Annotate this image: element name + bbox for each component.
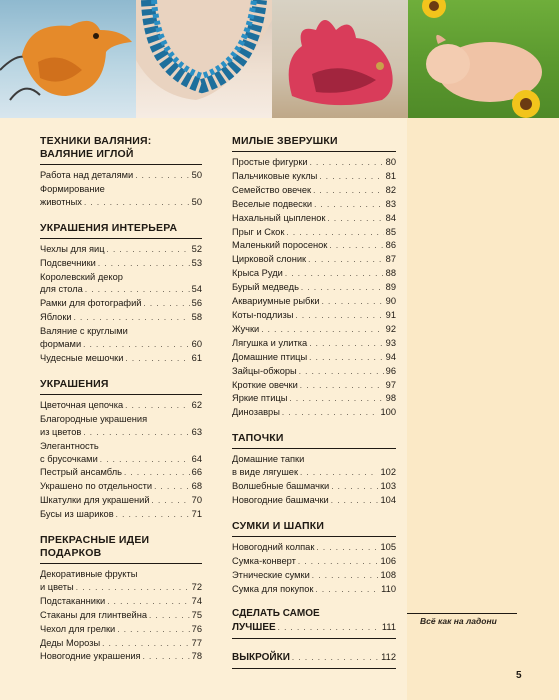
toc-entry-title: Веселые подвески bbox=[232, 198, 313, 209]
toc-entry-title: Чехол для грелки bbox=[40, 623, 116, 634]
toc-entry-title: Сумка-конверт bbox=[232, 555, 296, 566]
section-heading bbox=[40, 378, 202, 395]
toc-entry-title: Новогодний колпак bbox=[232, 541, 315, 552]
section-heading bbox=[232, 135, 396, 152]
section-heading-line: ТАПОЧКИ bbox=[232, 432, 284, 445]
toc-entry-title: Семейство овечек bbox=[232, 184, 312, 195]
dot-leader bbox=[310, 157, 384, 170]
dot-leader bbox=[143, 298, 189, 311]
toc-entry-page: 61 bbox=[191, 352, 202, 363]
toc-entry-page: 100 bbox=[380, 407, 396, 418]
toc-entry[interactable] bbox=[40, 257, 202, 271]
toc-entry-title: Новогодние башмачки bbox=[232, 494, 329, 505]
toc-entry-title: в виде лягушек bbox=[232, 467, 299, 478]
dot-leader bbox=[313, 185, 384, 198]
toc-entry-page: 72 bbox=[191, 581, 202, 592]
toc-entry-page: 104 bbox=[380, 494, 396, 505]
toc-entry[interactable] bbox=[40, 271, 202, 298]
toc-entry[interactable] bbox=[232, 379, 396, 393]
toc-entry-page: 111 bbox=[381, 622, 396, 633]
section-heading-line: ПРЕКРАСНЫЕ ИДЕИ bbox=[40, 534, 150, 547]
section-heading-line: ВАЛЯНИЕ ИГЛОЙ bbox=[40, 148, 134, 160]
dot-leader bbox=[331, 481, 378, 494]
dot-leader bbox=[83, 339, 190, 352]
toc-entry-title: Этнические сумки bbox=[232, 569, 310, 580]
toc-entry-title: Лягушка и улитка bbox=[232, 337, 308, 348]
toc-entry-page: 102 bbox=[380, 467, 396, 478]
toc-entry[interactable] bbox=[40, 413, 202, 440]
dot-leader bbox=[285, 268, 384, 281]
toc-entry[interactable] bbox=[232, 392, 396, 406]
dot-leader bbox=[116, 509, 190, 522]
toc-entry[interactable] bbox=[40, 595, 202, 609]
toc-entry-page: 77 bbox=[191, 637, 202, 648]
toc-entry[interactable] bbox=[40, 399, 202, 413]
toc-entry[interactable] bbox=[40, 637, 202, 651]
toc-entry[interactable] bbox=[40, 169, 202, 183]
dot-leader bbox=[322, 296, 384, 309]
toc-entry-page: 50 bbox=[191, 170, 202, 180]
dot-leader bbox=[261, 324, 383, 337]
page-number: 5 bbox=[516, 670, 522, 681]
toc-entry-title: Подстаканники bbox=[40, 595, 106, 606]
toc-entry-title: Яблоки bbox=[40, 312, 72, 323]
section-heading-line: ТЕХНИКИ ВАЛЯНИЯ: bbox=[40, 135, 152, 147]
toc-entry-title: Простые фигурки bbox=[232, 157, 308, 167]
toc-section bbox=[232, 520, 396, 597]
toc-entry-title: Шкатулки для украшений bbox=[40, 495, 150, 506]
photo-felt-bird bbox=[0, 0, 136, 118]
toc-entry-page: 84 bbox=[385, 212, 396, 223]
toc-section bbox=[232, 651, 396, 669]
toc-entry-title: Рамки для фотографий bbox=[40, 298, 142, 309]
dot-leader bbox=[124, 467, 190, 480]
toc-entry[interactable] bbox=[232, 309, 396, 323]
dot-leader bbox=[117, 624, 189, 637]
toc-entry-title: Пестрый ансамбль bbox=[40, 467, 122, 478]
toc-entry-page: 62 bbox=[191, 399, 202, 410]
dot-leader bbox=[312, 570, 379, 583]
toc-entry[interactable] bbox=[232, 198, 396, 212]
toc-entry[interactable] bbox=[232, 651, 396, 669]
toc-entry[interactable] bbox=[232, 170, 396, 184]
toc-entry-title: Домашние птицы bbox=[232, 351, 308, 362]
toc-entry-page: 82 bbox=[385, 184, 396, 195]
toc-entry-title: Бусы из шариков bbox=[40, 509, 114, 520]
photo-felt-slipper bbox=[272, 0, 408, 118]
photo-felt-pig bbox=[408, 0, 559, 118]
dot-leader bbox=[125, 353, 189, 366]
toc-entry-page: 112 bbox=[381, 652, 396, 663]
toc-entry-page: 66 bbox=[191, 467, 202, 478]
section-heading bbox=[232, 520, 396, 537]
section-heading-line: УКРАШЕНИЯ bbox=[40, 377, 109, 390]
dot-leader bbox=[314, 199, 384, 212]
toc-entry-title: Чудесные мешочки bbox=[40, 352, 124, 363]
toc-entry-title: Валяние с круглыми bbox=[40, 326, 128, 337]
toc-entry-page: 89 bbox=[385, 282, 396, 293]
toc-entry-page: 92 bbox=[385, 323, 396, 334]
toc-left-column bbox=[40, 135, 202, 676]
toc-entry[interactable] bbox=[232, 453, 396, 480]
toc-entry-page: 64 bbox=[191, 453, 202, 464]
dot-leader bbox=[107, 596, 189, 609]
toc-entry[interactable] bbox=[232, 480, 396, 494]
section-heading bbox=[232, 432, 396, 449]
dot-leader bbox=[125, 400, 190, 413]
toc-entry-title: Элегантность bbox=[40, 440, 99, 451]
toc-entry-title: Яркие птицы bbox=[232, 393, 288, 404]
dot-leader bbox=[85, 284, 190, 297]
toc-entry-title: Новогодние украшения bbox=[40, 651, 141, 662]
dot-leader bbox=[135, 170, 189, 183]
toc-entry-title: Сумка для покупок bbox=[232, 583, 314, 594]
toc-entry[interactable] bbox=[40, 311, 202, 325]
dot-leader bbox=[154, 481, 190, 494]
toc-entry[interactable] bbox=[40, 325, 202, 352]
toc-entry-title: Домашние тапки bbox=[232, 454, 305, 465]
toc-entry[interactable] bbox=[232, 583, 396, 597]
toc-entry-title: Стаканы для глинтвейна bbox=[40, 609, 148, 620]
dot-leader bbox=[76, 582, 190, 595]
section-heading-line: МИЛЫЕ ЗВЕРУШКИ bbox=[232, 135, 338, 147]
toc-entry[interactable] bbox=[40, 183, 202, 210]
toc-entry-title: Цветочная цепочка bbox=[40, 399, 124, 410]
dot-leader bbox=[98, 258, 190, 271]
dot-leader bbox=[74, 312, 190, 325]
photo-blue-necklace bbox=[136, 0, 272, 118]
toc-entry[interactable] bbox=[232, 337, 396, 351]
toc-entry-title: Королевский декор bbox=[40, 271, 123, 282]
toc-entry[interactable] bbox=[40, 623, 202, 637]
dot-leader bbox=[316, 542, 378, 555]
section-heading bbox=[40, 534, 202, 564]
toc-entry[interactable] bbox=[232, 365, 396, 379]
dot-leader bbox=[289, 393, 383, 406]
toc-entry-title: ВЫКРОЙКИ bbox=[232, 652, 290, 664]
toc-entry-page: 93 bbox=[385, 337, 396, 348]
toc-entry[interactable] bbox=[232, 406, 396, 420]
toc-section bbox=[40, 222, 202, 366]
toc-entry-page: 88 bbox=[385, 268, 396, 279]
toc-entry[interactable] bbox=[40, 243, 202, 257]
toc-right-column bbox=[232, 135, 396, 681]
dot-leader bbox=[319, 171, 383, 184]
toc-entry[interactable] bbox=[40, 494, 202, 508]
dot-leader bbox=[286, 227, 383, 240]
toc-entry[interactable] bbox=[232, 281, 396, 295]
toc-entry-page: 106 bbox=[380, 555, 396, 566]
dot-leader bbox=[292, 652, 379, 665]
toc-entry-title: Подсвечники bbox=[40, 257, 96, 268]
toc-entry-page: 60 bbox=[191, 339, 202, 350]
toc-entry-page: 50 bbox=[191, 196, 202, 207]
toc-entry-page: 52 bbox=[191, 243, 202, 254]
toc-entry[interactable] bbox=[40, 466, 202, 480]
toc-entry[interactable] bbox=[232, 267, 396, 281]
toc-entry-title: Нахальный цыпленок bbox=[232, 212, 326, 223]
toc-entry-title: Благородные украшения bbox=[40, 413, 148, 424]
dot-leader bbox=[278, 622, 380, 635]
dot-leader bbox=[309, 338, 383, 351]
section-heading bbox=[40, 222, 202, 239]
toc-entry[interactable] bbox=[232, 323, 396, 337]
toc-entry[interactable] bbox=[40, 352, 202, 366]
dot-leader bbox=[107, 244, 190, 257]
toc-entry-title: Пальчиковые куклы bbox=[232, 170, 318, 181]
dot-leader bbox=[308, 254, 384, 267]
toc-entry-title: Зайцы-обжоры bbox=[232, 365, 297, 376]
section-heading bbox=[40, 135, 202, 165]
toc-entry[interactable] bbox=[232, 555, 396, 569]
section-heading-line: УКРАШЕНИЯ ИНТЕРЬЕРА bbox=[40, 221, 178, 234]
toc-entry-title: Динозавры bbox=[232, 407, 280, 418]
dot-leader bbox=[298, 556, 379, 569]
toc-entry-page: 83 bbox=[385, 198, 396, 209]
toc-entry-page: 105 bbox=[380, 541, 396, 552]
toc-entry-title: ЛУЧШЕЕ bbox=[232, 622, 276, 634]
toc-entry-title: Жучки bbox=[232, 323, 260, 334]
toc-entry[interactable] bbox=[232, 239, 396, 253]
toc-entry[interactable] bbox=[232, 156, 396, 170]
toc-section bbox=[40, 534, 202, 664]
toc-entry-page: 108 bbox=[380, 569, 396, 580]
dot-leader bbox=[83, 427, 189, 440]
toc-entry-title: Чехлы для яиц bbox=[40, 243, 105, 254]
toc-entry-page: 110 bbox=[381, 583, 396, 594]
dot-leader bbox=[315, 584, 379, 597]
toc-entry-page: 90 bbox=[385, 296, 396, 307]
toc-entry[interactable] bbox=[232, 541, 396, 555]
toc-entry-page: 91 bbox=[385, 309, 396, 320]
toc-entry-title: Аквариумные рыбки bbox=[232, 296, 320, 307]
toc-entry-title: Кроткие овечки bbox=[232, 379, 298, 390]
toc-entry-title: Маленький поросенок bbox=[232, 240, 328, 251]
section-heading-line: СУМКИ И ШАПКИ bbox=[232, 519, 325, 532]
toc-entry[interactable] bbox=[40, 440, 202, 467]
section-heading-line: ПОДАРКОВ bbox=[40, 547, 102, 560]
dot-leader bbox=[299, 366, 384, 379]
dot-leader bbox=[327, 213, 383, 226]
toc-section bbox=[40, 135, 202, 210]
toc-entry-title: с брусочками bbox=[40, 453, 98, 464]
toc-entry-title: из цветов bbox=[40, 426, 82, 437]
toc-entry-page: 97 bbox=[385, 379, 396, 390]
dot-leader bbox=[152, 495, 190, 508]
toc-entry-page: 94 bbox=[385, 351, 396, 362]
dot-leader bbox=[149, 610, 190, 623]
toc-entry-page: 81 bbox=[385, 170, 396, 181]
toc-entry[interactable] bbox=[40, 650, 202, 664]
dot-leader bbox=[309, 352, 383, 365]
toc-entry-page: 86 bbox=[385, 240, 396, 251]
toc-entry-title: и цветы bbox=[40, 581, 74, 592]
toc-entry-page: 58 bbox=[191, 312, 202, 323]
toc-entry-title: Бурый медведь bbox=[232, 282, 299, 293]
toc-entry-title: Волшебные башмачки bbox=[232, 481, 330, 492]
toc-entry[interactable] bbox=[232, 351, 396, 365]
toc-entry[interactable] bbox=[232, 569, 396, 583]
dot-leader bbox=[301, 282, 384, 295]
dot-leader bbox=[331, 495, 379, 508]
toc-entry-title: для стола bbox=[40, 284, 83, 295]
toc-entry-page: 87 bbox=[385, 254, 396, 265]
toc-entry[interactable] bbox=[232, 212, 396, 226]
toc-entry-page: 70 bbox=[191, 495, 202, 506]
toc-entry-page: 76 bbox=[191, 623, 202, 634]
toc-entry[interactable] bbox=[232, 494, 396, 508]
toc-entry-page: 75 bbox=[191, 609, 202, 620]
toc-entry-page: 68 bbox=[191, 481, 202, 492]
toc-entry-page: 103 bbox=[380, 481, 396, 492]
toc-entry[interactable] bbox=[232, 295, 396, 309]
toc-entry-title: Цирковой слоник bbox=[232, 254, 307, 265]
toc-entry-title: Формирование bbox=[40, 183, 105, 194]
dot-leader bbox=[143, 651, 190, 664]
toc-entry[interactable] bbox=[40, 297, 202, 311]
toc-entry[interactable] bbox=[40, 609, 202, 623]
tagline: Всё как на ладони bbox=[420, 616, 497, 626]
toc-entry-title: Крыса Руди bbox=[232, 268, 283, 279]
toc-entry-page: 63 bbox=[191, 426, 202, 437]
toc-entry-title: Прыг и Скок bbox=[232, 226, 285, 237]
dot-leader bbox=[84, 197, 190, 210]
photo-strip bbox=[0, 0, 559, 118]
toc-entry-page: 54 bbox=[191, 284, 202, 295]
toc-entry[interactable] bbox=[40, 508, 202, 522]
toc-entry-page: 96 bbox=[385, 365, 396, 376]
toc-entry[interactable] bbox=[232, 226, 396, 240]
toc-entry-title: Работа над деталями bbox=[40, 170, 134, 180]
toc-section bbox=[40, 378, 202, 522]
dot-leader bbox=[100, 454, 190, 467]
toc-section bbox=[232, 135, 396, 420]
dot-leader bbox=[300, 467, 378, 480]
toc-entry[interactable] bbox=[232, 608, 396, 639]
dot-leader bbox=[282, 407, 379, 420]
toc-entry[interactable] bbox=[232, 184, 396, 198]
toc-entry-page: 53 bbox=[191, 257, 202, 268]
tagline-rule bbox=[407, 613, 517, 614]
toc-entry-page: 80 bbox=[385, 157, 396, 167]
toc-entry-title: животных bbox=[40, 196, 82, 207]
toc-entry-page: 98 bbox=[385, 393, 396, 404]
toc-section bbox=[232, 608, 396, 639]
toc-entry[interactable] bbox=[232, 253, 396, 267]
toc-entry-title: Декоративные фрукты bbox=[40, 569, 138, 580]
dot-leader bbox=[295, 310, 383, 323]
toc-entry-title: формами bbox=[40, 339, 82, 350]
toc-entry-title: Украшено по отдельности bbox=[40, 481, 153, 492]
toc-entry-page: 78 bbox=[191, 651, 202, 662]
toc-entry-title: Коты-подлизы bbox=[232, 309, 294, 320]
toc-entry[interactable] bbox=[40, 568, 202, 595]
toc-entry-page: 56 bbox=[191, 298, 202, 309]
toc-entry-page: 71 bbox=[191, 509, 202, 520]
dot-leader bbox=[102, 638, 190, 651]
toc-entry-page: 85 bbox=[385, 226, 396, 237]
dot-leader bbox=[300, 380, 384, 393]
toc-entry-page: 74 bbox=[191, 595, 202, 606]
toc-entry[interactable] bbox=[40, 480, 202, 494]
toc-entry-title: Деды Морозы bbox=[40, 637, 101, 648]
dot-leader bbox=[329, 240, 383, 253]
toc-section bbox=[232, 432, 396, 508]
toc-entry-title: СДЕЛАТЬ САМОЕ bbox=[232, 608, 320, 620]
